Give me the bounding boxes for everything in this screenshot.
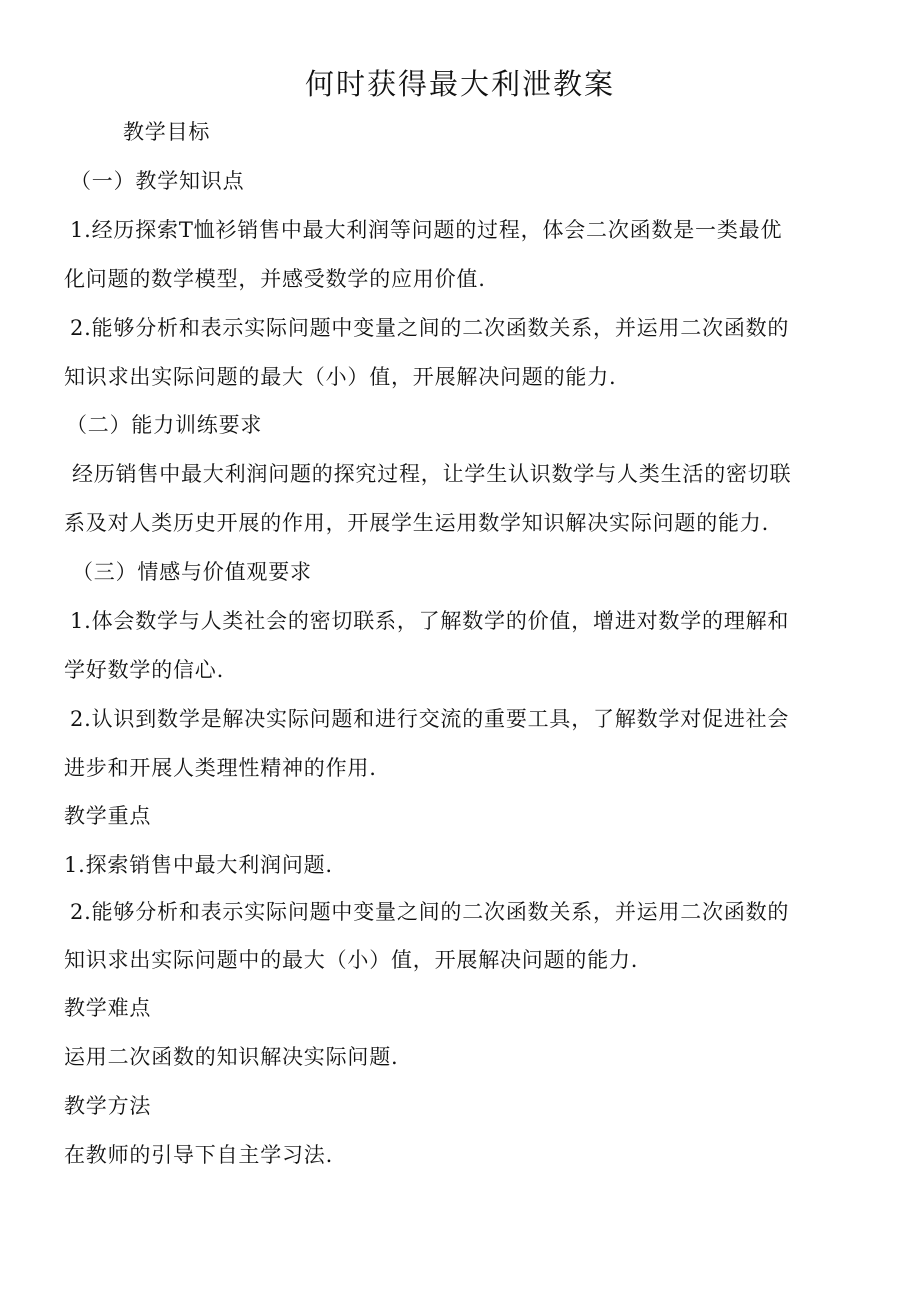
heading-teaching-methods: 教学方法 (64, 1094, 152, 1118)
paragraph-line: 知识求出实际问题中的最大（小）值，开展解决问题的能力. (64, 948, 639, 972)
paragraph-line: 1.体会数学与人类社会的密切联系，了解数学的价值，增进对数学的理解和 (70, 609, 790, 633)
heading-key-points: 教学重点 (64, 804, 152, 828)
subheading-emotion-values: （三）情感与价值观要求 (72, 560, 312, 584)
paragraph-line: 2.能够分析和表示实际问题中变量之间的二次函数关系，并运用二次函数的 (70, 900, 790, 924)
paragraph-line: 2.能够分析和表示实际问题中变量之间的二次函数关系，并运用二次函数的 (70, 316, 790, 340)
paragraph-line: 经历销售中最大利润问题的探究过程，让学生认识数学与人类生活的密切联 (72, 462, 792, 486)
paragraph-line: 进步和开展人类理性精神的作用. (64, 756, 377, 780)
subheading-ability-training: （二）能力训练要求 (66, 413, 263, 437)
paragraph-line: 化问题的数学模型，并感受数学的应用价值. (64, 267, 486, 291)
paragraph-line: 学好数学的信心. (64, 658, 225, 682)
paragraph-line: 1.经历探索T恤衫销售中最大利润等问题的过程，体会二次函数是一类最优 (70, 218, 783, 242)
document-title: 何时获得最大利泄教案 (304, 67, 615, 101)
paragraph-line: 1.探索销售中最大利润问题. (64, 853, 333, 877)
heading-teaching-objectives: 教学目标 (123, 120, 211, 144)
paragraph-line: 系及对人类历史开展的作用，开展学生运用数学知识解决实际问题的能力. (64, 511, 770, 535)
heading-difficulties: 教学难点 (64, 996, 152, 1020)
subheading-knowledge-points: （一）教学知识点 (70, 169, 245, 193)
paragraph-line: 知识求出实际问题的最大（小）值，开展解决问题的能力. (64, 365, 617, 389)
paragraph-line: 运用二次函数的知识解决实际问题. (64, 1045, 399, 1069)
paragraph-line: 2.认识到数学是解决实际问题和进行交流的重要工具，了解数学对促进社会 (70, 707, 790, 731)
paragraph-line: 在教师的引导下自主学习法. (64, 1143, 334, 1167)
